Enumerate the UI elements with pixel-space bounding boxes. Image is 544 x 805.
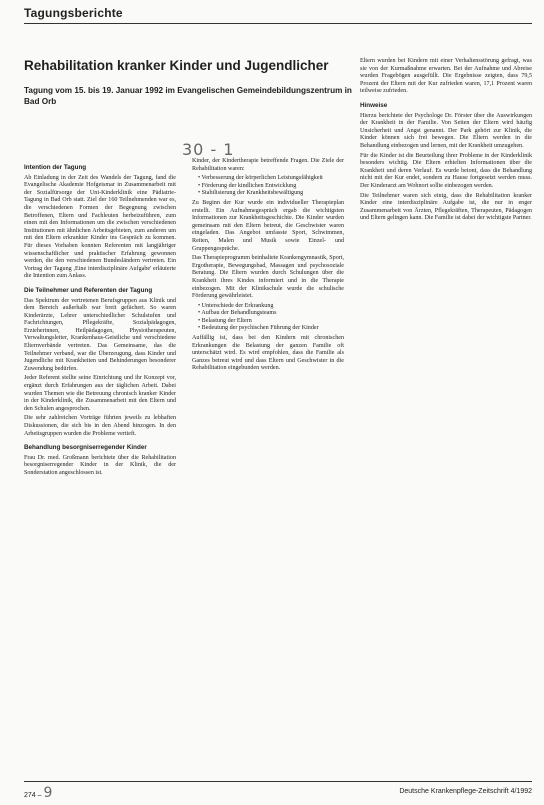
list-item: • Stabilisierung der Krankheitsbewältigung (198, 190, 344, 198)
column-3 (360, 58, 532, 225)
column-2 (192, 158, 344, 375)
article-subtitle: Tagung vom 15. bis 19. Januar 1992 im Evangelischen Gemeindebildungszentrum in Bad Orb (24, 86, 352, 106)
heading-hints: Hinweise (360, 101, 388, 109)
page-number: 274 – 9 (24, 785, 53, 801)
journal-name: Deutsche Krankenpflege-Zeitschrift 4/1992 (399, 788, 532, 795)
aspects-list (192, 303, 344, 333)
list-item: • Förderung der kindlichen Entwicklung (198, 183, 344, 191)
section-tag: Tagungsberichte (24, 6, 123, 20)
paragraph: Die Teilnehmer waren sich einig, dass die Rehabilitation kranker Kinder eine interdisziplinäre Aufgabe ist, die nur in enger Zusammenarbeit von Ärzten, Pflegekräften, Therapeuten, Pädagogen und Eltern gelingen kann. Die Familie ist dabei der wichtigste Partner. (360, 192, 532, 222)
paragraph: Auffällig ist, dass bei den Kindern mit chronischen Erkrankungen die Belastung der ganzen Familie oft unterschätzt wird. Es wird empfohlen, dass die Familie als Ganzes betreut wird und dass Eltern und Geschwister in die Rehabilitation eingebunden werden. (192, 335, 344, 372)
paragraph: Zu Beginn der Kur wurde ein individueller Therapieplan erstellt. Ein Aufnahmegespräch ergab die wichtigsten Informationen zur Krankheitsgeschichte. Die Kinder wurden gemeinsam mit den Eltern betreut, die Geschwister waren eingeladen. Das Angebot umfasste Sport, Schwimmen, Reiten, Malen und Musik sowie Einzel- und Gruppengespräche. (192, 199, 344, 252)
paragraph: Hierzu berichtete der Psychologe Dr. Förster über die Auswirkungen der Krankheit in der Familie. Von Seiten der Eltern wird häufig Unsicherheit und Angst genannt. Der Park gehört zur Klinik, die Kinder können sich frei bewegen. Die Eltern werden in die Behandlung einbezogen und lernen, mit der Krankheit umzugehen. (360, 112, 532, 149)
paragraph: Die sehr zahlreichen Vorträge führten jeweils zu lebhaften Diskussionen, die sich bis in den Abend hinzogen. In den Arbeitsgruppen wurden die Probleme vertieft. (24, 415, 176, 437)
goals-list (192, 175, 344, 198)
list-item: • Verbesserung der körperlichen Leistungsfähigkeit (198, 175, 344, 183)
paragraph: Kinder, der Kindertherapie betreffende Fragen. Die Ziele der Rehabilitation waren: (192, 158, 344, 172)
article-title: Rehabilitation kranker Kinder und Jugendlicher (24, 58, 329, 73)
paragraph: Ab Einladung in der Zeit des Wandels der Tagung, fand die Evangelische Akademie Hofgeismar in Zusammenarbeit mit der Sozialfürsorge der Uni-Kinderklinik eine Pädiatrie-Tagung in Bad Orb statt. Ziel der 160 Teilnehmenden war es, die verschiedenen Formen der Begegnung zwischen Betroffenen, Eltern und Fachleuten herbeizuführen, zum einen mit den Informationen um die zwischen verschiedenen Institutionen mit ähnlichen Arbeitsgebieten, zum anderen um mit den Eltern erkrankter Kinder ins Gespräch zu kommen. Für dieses Vorhaben konnten Referenten mit langjähriger wissenschaftlicher und praktischer Erfahrung gewonnen werden, die den verschiedenen Bundesländern vertreten. Ein Vortrag der Tagung ,Eine interdisziplinäre Aufgabe' erläuterte die Intention zum Anlass. (24, 174, 176, 280)
column-1 (24, 158, 176, 480)
list-item: • Bedeutung der psychischen Führung der Kinder (198, 325, 344, 333)
list-item: • Unterschiede der Erkrankung (198, 303, 344, 311)
paragraph: Für die Kinder ist die Beurteilung ihrer Probleme in der Kinderklinik besonders wichtig. Die Eltern erhielten Informationen über die Krankheit und deren Verlauf. Es wurde betont, dass die Behandlung nicht mit der Kur endet, sondern zu Hause fortgesetzt werden muss. Der Kinderarzt am Wohnort sollte einbezogen werden. (360, 152, 532, 189)
heading-intention: Intention der Tagung (24, 164, 87, 171)
list-item: • Aufbau der Behandlungsteams (198, 310, 344, 318)
footer-rule (24, 781, 532, 782)
paragraph: Das Therapieprogramm beinhaltete Krankengymnastik, Sport, Ergotherapie, Bewegungsbad, Massagen und psychosoziale Beratung. Die Eltern wurden durch Schulungen über die Krankheit ihres Kindes informiert und in die Therapie einbezogen. Mit der Klinikschule wurde die schulische Förderung gewährleistet. (192, 255, 344, 300)
paragraph: Das Spektrum der vertretenen Berufsgruppen aus Klinik und dem Bereich außerhalb war breit gefächert. So waren Kinderärzte, Lehrer unterschiedlicher Schulstufen und Fachrichtungen, Pflegekräfte, Sozialpädagogen, Erzieherinnen, Heilpädagogen, Physiotherapeuten, Verwaltungsleiter, Krankenhaus-Geistliche und verschiedene Elternverbände vertreten. Das Gemeinsame, das die Teilnehmer verband, war die Überzeugung, dass Kinder und Jugendliche mit Krankheiten und Behinderungen besonderer Zuwendung bedürfen. (24, 297, 176, 372)
heading-participants: Die Teilnehmer und Referenten der Tagung (24, 286, 153, 294)
header-rule (24, 23, 532, 24)
heading-treatment: Behandlung besorgniserregender Kinder (24, 444, 147, 452)
list-item: • Belastung der Eltern (198, 318, 344, 326)
paragraph: Eltern wurden bei Kindern mit einer Verhaltensstörung gefragt, was sie von der Kurmaßnahme erwarten. Bei der Aufnahme und Abreise wurden Fragebögen ausgefüllt. Die Ergebnisse zeigten, dass 79,5 Prozent der Eltern mit der Kur zufrieden waren, 17,1 Prozent waren teilweise zufrieden. (360, 58, 532, 95)
page-number-printed: 274 (24, 792, 36, 799)
paragraph: Frau Dr. med. Großmann berichtete über die Rehabilitation besorgniserregender Kinder in der Klinik, die der Sonderstation angeschlossen ist. (24, 454, 176, 476)
handwritten-note: 30 - 1 (182, 140, 235, 159)
paragraph: Jeder Referent stellte seine Einrichtung und ihr Konzept vor, ergänzt durch Erfahrungen aus der täglichen Arbeit. Dabei wurden Themen wie die Betreuung chronisch kranker Kinder in der Kinderklinik, die Zusammenarbeit mit den Eltern und den Schulen angesprochen. (24, 375, 176, 412)
page-number-handwritten: 9 (43, 785, 53, 801)
